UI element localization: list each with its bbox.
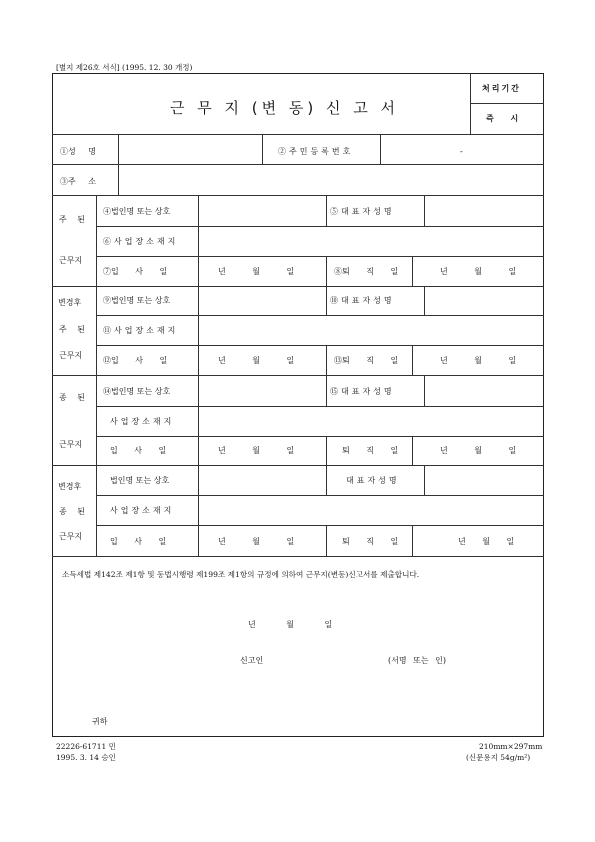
divider: [470, 103, 544, 104]
rrn-dash: -: [460, 147, 463, 156]
group-label: 종 된: [59, 393, 85, 402]
hire-date[interactable]: 년 월 일: [218, 356, 295, 365]
hire-label: 입 사 일: [110, 446, 167, 455]
divider: [326, 525, 327, 556]
divider: [412, 436, 413, 465]
signature-label: (서명 또는 인): [388, 656, 446, 665]
rep-label: ⑤대표자성명: [330, 207, 395, 216]
rep-field[interactable]: [426, 377, 542, 404]
divider: [52, 195, 544, 196]
leave-label: 퇴 직 일: [342, 537, 399, 546]
rrn-label: ②주민등록번호: [278, 147, 354, 156]
group-label: 종 된: [59, 507, 85, 516]
rep-field[interactable]: [426, 288, 542, 313]
biz-name-field[interactable]: [200, 467, 324, 493]
rep-label: 대표자성명: [346, 476, 400, 485]
divider: [96, 345, 544, 346]
divider: [96, 315, 544, 316]
divider: [326, 465, 327, 495]
rep-field[interactable]: [426, 197, 542, 224]
processing-value: 즉 시: [486, 114, 519, 123]
leave-label: ⑬퇴 직 일: [334, 356, 399, 365]
biz-name-field[interactable]: [200, 377, 324, 404]
divider: [52, 134, 544, 135]
biz-name-label: 법인명 또는 상호: [110, 476, 170, 485]
biz-name-field[interactable]: [200, 197, 324, 224]
submission-date[interactable]: 년 월 일: [248, 620, 333, 629]
divider: [96, 226, 544, 227]
leave-label: ⑧퇴 직 일: [334, 267, 399, 276]
divider: [52, 286, 544, 287]
group-label: 근무지: [59, 256, 83, 265]
divider: [424, 465, 425, 495]
location-label: 사업장소재지: [110, 506, 175, 515]
addressee-label: 귀하: [92, 717, 108, 726]
divider: [326, 436, 327, 465]
footer-approved: 1995. 3. 14 승인: [56, 753, 116, 762]
leave-date[interactable]: 년 월 일: [440, 267, 517, 276]
divider: [424, 375, 425, 406]
biz-name-label: ④법인명 또는 상호: [103, 207, 171, 216]
group-label: 주 된: [59, 215, 85, 224]
group-label: 근무지: [59, 440, 83, 449]
group-label: 변경후: [58, 298, 82, 307]
hire-label: ⑫입 사 일: [103, 356, 168, 365]
divider: [326, 256, 327, 286]
footer-paper: (신문용지 54g/m²): [466, 753, 531, 762]
divider: [96, 256, 544, 257]
rep-field[interactable]: [426, 467, 542, 493]
biz-name-label: ⑭법인명 또는 상호: [103, 387, 171, 396]
leave-date[interactable]: 년 월 일: [458, 537, 515, 546]
hire-date[interactable]: 년 월 일: [218, 267, 295, 276]
divider: [96, 436, 544, 437]
form-title: 근 무 지 (변 동) 신 고 서: [170, 99, 400, 117]
divider: [424, 286, 425, 315]
divider: [52, 465, 544, 466]
leave-date[interactable]: 년 월 일: [440, 356, 517, 365]
processing-label: 처리기간: [482, 84, 521, 93]
divider: [96, 195, 97, 556]
form-reference: [별지 제26호 서식] (1995. 12. 30 개정): [56, 63, 193, 72]
location-field[interactable]: [200, 497, 542, 523]
divider: [424, 195, 425, 226]
divider: [326, 195, 327, 226]
divider: [326, 286, 327, 315]
divider: [52, 556, 544, 557]
divider: [412, 345, 413, 375]
location-field[interactable]: [200, 408, 542, 434]
location-field[interactable]: [200, 317, 542, 343]
rep-label: ⑮대표자성명: [330, 387, 395, 396]
divider: [198, 195, 199, 556]
divider: [412, 256, 413, 286]
divider: [326, 345, 327, 375]
divider: [52, 164, 544, 165]
name-field[interactable]: [120, 136, 260, 162]
hire-label: ⑦입 사 일: [103, 267, 168, 276]
applicant-label: 신고인: [240, 656, 264, 665]
applicant-field[interactable]: [272, 652, 382, 666]
leave-date[interactable]: 년 월 일: [440, 446, 517, 455]
divider: [380, 134, 381, 164]
divider: [52, 375, 544, 376]
divider: [96, 495, 544, 496]
name-label: ①성 명: [60, 147, 96, 156]
group-label: 주 된: [59, 325, 85, 334]
group-label: 변경후: [58, 482, 82, 491]
rep-label: ⑩대표자성명: [330, 296, 395, 305]
divider: [118, 134, 119, 195]
address-label: ③주 소: [60, 177, 96, 186]
hire-label: 입 사 일: [110, 537, 167, 546]
location-label: ⑥사업장소재지: [103, 237, 179, 246]
footer-size: 210mm×297mm: [479, 742, 543, 751]
divider: [412, 525, 413, 556]
group-label: 근무지: [59, 351, 83, 360]
divider: [326, 375, 327, 406]
location-label: ⑪사업장소재지: [103, 326, 179, 335]
leave-label: 퇴 직 일: [342, 446, 399, 455]
hire-date[interactable]: 년 월 일: [218, 537, 295, 546]
address-field[interactable]: [120, 166, 542, 193]
biz-name-field[interactable]: [200, 288, 324, 313]
statement-text: 소득세법 제142조 제1항 및 동법시행령 제199조 제1항의 규정에 의하여 근무지(변동)신고서를 제출합니다.: [62, 570, 420, 579]
group-label: 근무지: [59, 532, 83, 541]
footer-code: 22226-61711 민: [56, 742, 116, 751]
location-label: 사업장소재지: [110, 417, 175, 426]
biz-name-label: ⑨법인명 또는 상호: [103, 296, 171, 305]
divider: [96, 406, 544, 407]
divider: [262, 134, 263, 164]
hire-date[interactable]: 년 월 일: [218, 446, 295, 455]
divider: [96, 525, 544, 526]
location-field[interactable]: [200, 228, 542, 254]
